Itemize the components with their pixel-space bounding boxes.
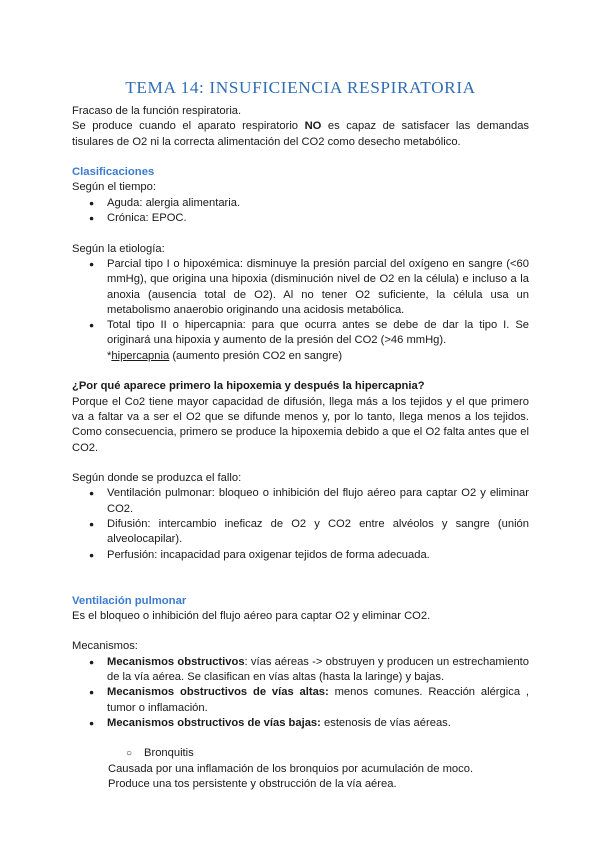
ventilacion-definition: Es el bloqueo o inhibición del flujo aéreo para captar O2 y eliminar CO2. bbox=[72, 609, 431, 622]
sub-list-item-bronquitis: ○ Bronquitis bbox=[72, 746, 529, 761]
list-item: ● Perfusión: incapacidad para oxigenar tejidos de forma adecuada. bbox=[72, 548, 529, 563]
hipercapnia-note: *hipercapnia (aumento presión CO2 en sangre) bbox=[107, 349, 343, 362]
intro-line: Fracaso de la función respiratoria. bbox=[72, 105, 242, 117]
etiologia-label: Según la etiología: bbox=[72, 242, 165, 255]
list-item: ● Mecanismos obstructivos de vías altas: menos comunes. Reacción alérgica , tumor o inflamación. bbox=[72, 685, 529, 716]
intro-bold-no: NO bbox=[304, 120, 322, 133]
list-item: ● Mecanismos obstructivos de vías bajas: estenosis de vías aéreas. bbox=[72, 716, 529, 731]
list-item: ● Crónica: EPOC. bbox=[72, 211, 529, 226]
heading-ventilacion: Ventilación pulmonar bbox=[72, 594, 187, 607]
mecanismos-label: Mecanismos: bbox=[72, 640, 138, 653]
intro-paragraph: Se produce cuando el aparato respiratorio NO es capaz de satisfacer las demandas tisulares de O2 ni la correcta alimentación del CO2 como desecho metabólico. bbox=[72, 120, 530, 148]
list-item: ● Difusión: intercambio ineficaz de O2 y CO2 entre alvéolos y sangre (unión alveolocapilar). bbox=[72, 517, 529, 548]
mecanismos-list bbox=[72, 655, 529, 731]
document-page bbox=[72, 72, 529, 792]
heading-clasificaciones: Clasificaciones bbox=[72, 166, 155, 179]
list-item: ● Mecanismos obstructivos: vías aéreas -> obstruyen y producen un estrechamiento de la vía aérea. Se clasifican en vías altas (hasta la laringe) y bajas. bbox=[72, 655, 529, 686]
hipercapnia-link-word: hipercapnia bbox=[111, 349, 170, 362]
etiologia-list bbox=[72, 257, 529, 349]
fallo-label: Según donde se produzca el fallo: bbox=[72, 472, 242, 485]
tiempo-label: Según el tiempo: bbox=[72, 181, 156, 194]
tiempo-list bbox=[72, 196, 529, 227]
list-item: ● Ventilación pulmonar: bloqueo o inhibición del flujo aéreo para captar O2 y eliminar CO2. bbox=[72, 486, 529, 517]
bronquitis-line: Produce una tos persistente y obstrucción de la vía aérea. bbox=[108, 778, 397, 791]
question-answer: Porque el Co2 tiene mayor capacidad de difusión, llega más a los tejidos y el que primero va a faltar va a ser el O2 que se difunde menos y, por lo tanto, llega menos a los tejidos. Como consecuencia, primero se produce la hipoxemia debido a que el O2 falta antes que el CO2. bbox=[72, 395, 529, 454]
list-item: ● Aguda: alergia alimentaria. bbox=[72, 196, 529, 211]
fallo-list bbox=[72, 486, 529, 562]
list-item: ● Parcial tipo I o hipoxémica: disminuye la presión parcial del oxígeno en sangre (<60 mmHg), que origina una hipoxia (disminución nivel de O2 en la célula) e incluso a la anoxia (ausencia total de O2). Al no tener O2 suficiente, la célula usa un metabolismo anaerobio originando una acidosis metabólica. bbox=[72, 257, 529, 318]
list-item: ● Total tipo II o hipercapnia: para que ocurra antes se debe de dar la tipo I. Se originará una hipoxia y aumento de la presión del CO2 (>46 mmHg). bbox=[72, 318, 529, 349]
bronquitis-line: Causada por una inflamación de los bronquios por acumulación de moco. bbox=[108, 762, 474, 775]
page-title: TEMA 14: INSUFICIENCIA RESPIRATORIA bbox=[125, 78, 476, 97]
question-heading: ¿Por qué aparece primero la hipoxemia y después la hipercapnia? bbox=[72, 380, 425, 393]
